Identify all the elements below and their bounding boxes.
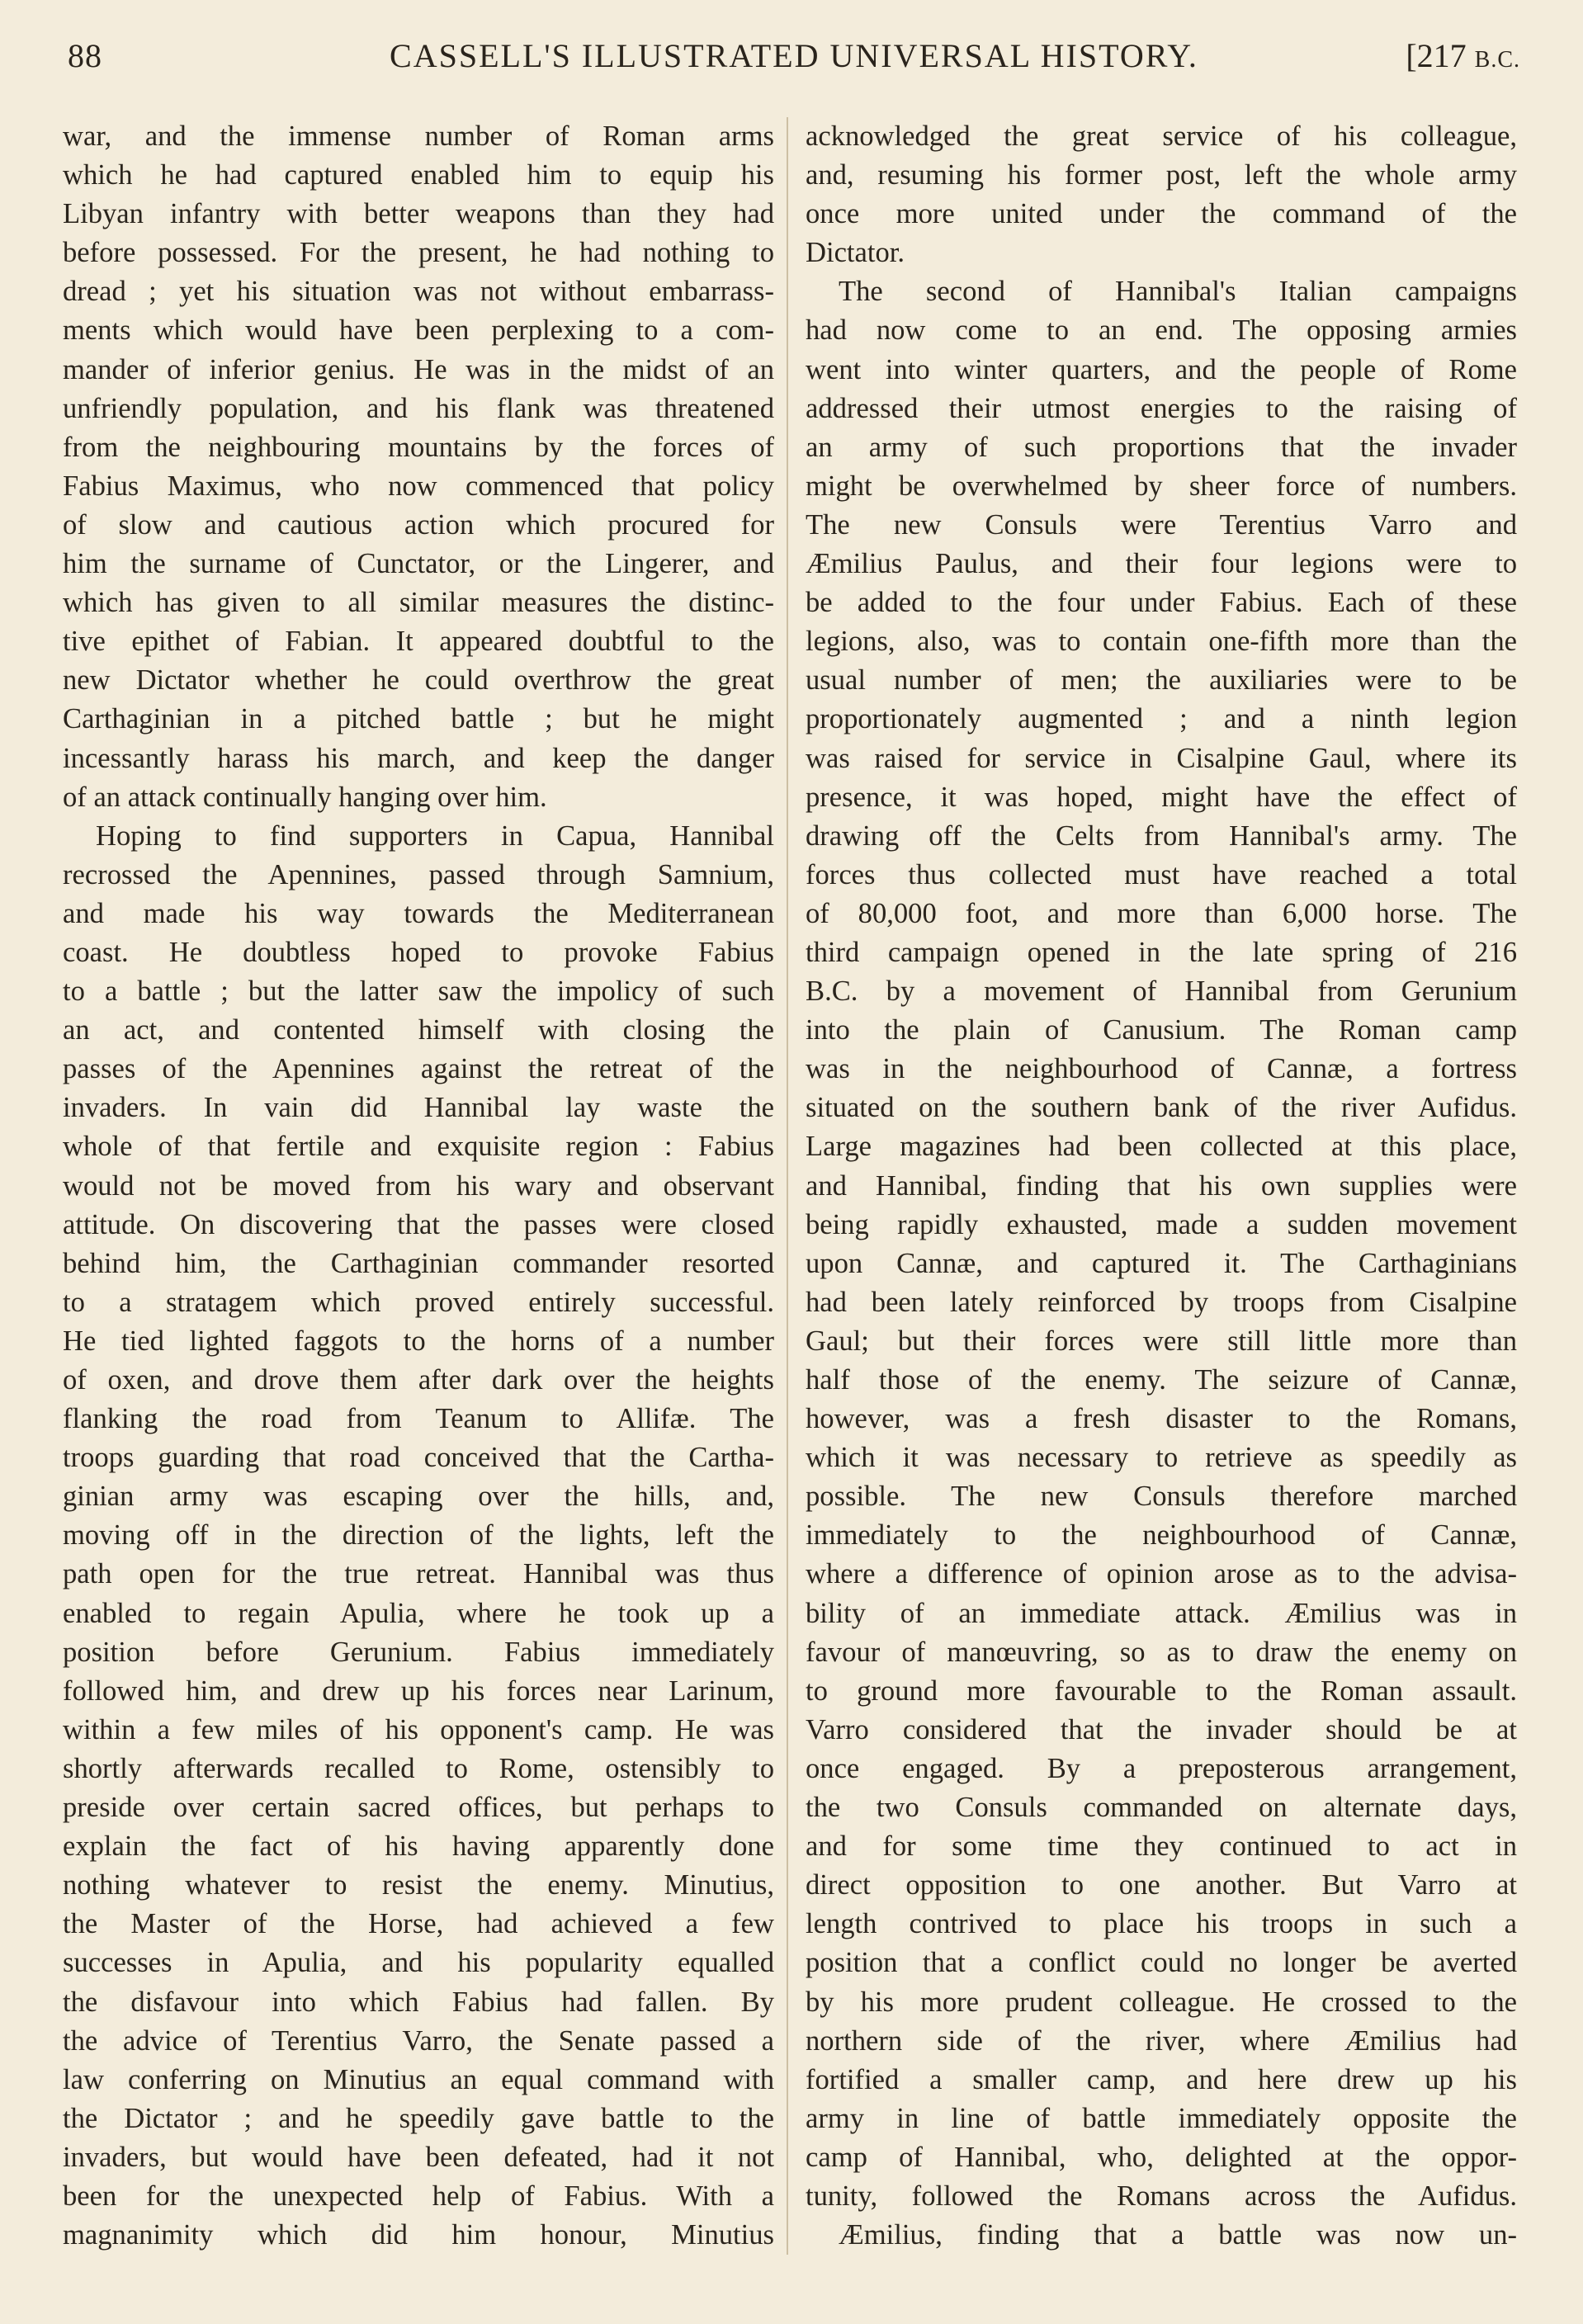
- text-line: bility of an immediate attack. Æmilius was in: [806, 1597, 1517, 1629]
- text-line: invaders. In vain did Hannibal lay waste the: [63, 1092, 774, 1124]
- text-line: attitude. On discovering that the passes were closed: [63, 1208, 774, 1240]
- text-line: camp of Hannibal, who, delighted at the oppor-: [806, 2141, 1517, 2173]
- text-line: enabled to regain Apulia, where he took up a: [63, 1597, 774, 1629]
- text-line: nothing whatever to resist the enemy. Minutius,: [63, 1869, 774, 1901]
- text-line: from the neighbouring mountains by the forces of: [63, 431, 774, 463]
- text-line: where a difference of opinion arose as to the advisa-: [806, 1558, 1517, 1590]
- column-divider: [787, 117, 788, 2255]
- text-line: proportionately augmented ; and a ninth legion: [806, 703, 1517, 735]
- text-line: and Hannibal, finding that his own supplies were: [806, 1169, 1517, 1202]
- text-line: favour of manœuvring, so as to draw the enemy on: [806, 1636, 1517, 1668]
- text-line: was raised for service in Cisalpine Gaul, where its: [806, 742, 1517, 774]
- text-line: tunity, followed the Romans across the Aufidus.: [806, 2180, 1517, 2212]
- header-date: [1406, 36, 1520, 75]
- text-line: forces thus collected must have reached a total: [806, 858, 1517, 890]
- text-line: which has given to all similar measures the distinc-: [63, 587, 774, 619]
- text-line: once engaged. By a preposterous arrangement,: [806, 1752, 1517, 1784]
- text-line: war, and the immense number of Roman arms: [63, 120, 774, 152]
- text-line: invaders, but would have been defeated, had it not: [63, 2141, 774, 2173]
- text-line: flanking the road from Teanum to Allifæ. The: [63, 1403, 774, 1435]
- text-line: fortified a smaller camp, and here drew up his: [806, 2063, 1517, 2095]
- text-line: Carthaginian in a pitched battle ; but he might: [63, 703, 774, 735]
- text-line: unfriendly population, and his flank was threatened: [63, 392, 774, 424]
- text-line: position that a conflict could no longer be averted: [806, 1947, 1517, 1979]
- text-line: been for the unexpected help of Fabius. With a: [63, 2180, 774, 2212]
- right-column: [806, 117, 1517, 2255]
- text-line: however, was a fresh disaster to the Romans,: [806, 1403, 1517, 1435]
- text-line: an army of such proportions that the invader: [806, 431, 1517, 463]
- text-line: Varro considered that the invader should be at: [806, 1713, 1517, 1745]
- text-line: the Master of the Horse, had achieved a few: [63, 1908, 774, 1940]
- text-line: mander of inferior genius. He was in the midst of an: [63, 353, 774, 385]
- text-line: and made his way towards the Mediterranean: [63, 897, 774, 929]
- text-line: position before Gerunium. Fabius immediately: [63, 1636, 774, 1668]
- text-line: tive epithet of Fabian. It appeared doubtful to the: [63, 626, 774, 658]
- text-line: legions, also, was to contain one-fifth more than the: [806, 626, 1517, 658]
- text-line: possible. The new Consuls therefore marched: [806, 1481, 1517, 1513]
- text-line: behind him, the Carthaginian commander resorted: [63, 1247, 774, 1279]
- text-line: Gaul; but their forces were still little more than: [806, 1325, 1517, 1357]
- text-line: and, resuming his former post, left the whole army: [806, 159, 1517, 191]
- header-year: [217: [1406, 37, 1467, 74]
- text-line: recrossed the Apennines, passed through Samnium,: [63, 858, 774, 890]
- page-number: 88: [68, 37, 102, 74]
- text-line: and for some time they continued to act in: [806, 1830, 1517, 1863]
- text-line: northern side of the river, where Æmilius had: [806, 2024, 1517, 2057]
- text-line: once more united under the command of the: [806, 198, 1517, 230]
- text-line: preside over certain sacred offices, but perhaps to: [63, 1792, 774, 1824]
- text-line: The second of Hannibal's Italian campaigns: [839, 276, 1517, 308]
- text-line: Large magazines had been collected at this place,: [806, 1131, 1517, 1163]
- text-line: of 80,000 foot, and more than 6,000 horse. The: [806, 897, 1517, 929]
- text-line: might be overwhelmed by sheer force of numbers.: [806, 470, 1517, 502]
- text-line: would not be moved from his wary and observant: [63, 1169, 774, 1202]
- text-line: explain the fact of his having apparently done: [63, 1830, 774, 1863]
- text-line: of slow and cautious action which procured for: [63, 508, 774, 541]
- text-line: to ground more favourable to the Roman assault.: [806, 1675, 1517, 1707]
- text-line: Æmilius, finding that a battle was now un-: [839, 2219, 1517, 2251]
- text-line: the two Consuls commanded on alternate days,: [806, 1792, 1517, 1824]
- text-line: being rapidly exhausted, made a sudden movement: [806, 1208, 1517, 1240]
- text-line: addressed their utmost energies to the raising of: [806, 392, 1517, 424]
- text-line: the Dictator ; and he speedily gave battle to the: [63, 2102, 774, 2134]
- text-line: be added to the four under Fabius. Each of these: [806, 587, 1517, 619]
- text-line: was in the neighbourhood of Cannæ, a fortress: [806, 1053, 1517, 1085]
- text-line: path open for the true retreat. Hannibal was thus: [63, 1558, 774, 1590]
- text-line: He tied lighted faggots to the horns of a number: [63, 1325, 774, 1357]
- text-line: into the plain of Canusium. The Roman camp: [806, 1014, 1517, 1046]
- text-line: within a few miles of his opponent's camp. He was: [63, 1713, 774, 1745]
- text-line: magnanimity which did him honour, Minutius: [63, 2219, 774, 2251]
- text-line: length contrived to place his troops in such a: [806, 1908, 1517, 1940]
- text-line: the advice of Terentius Varro, the Senate passed a: [63, 2024, 774, 2057]
- text-line: the disfavour into which Fabius had fallen. By: [63, 1986, 774, 2018]
- header-era: B.C.: [1474, 47, 1520, 73]
- text-line: which he had captured enabled him to equip his: [63, 159, 774, 191]
- text-line: passes of the Apennines against the retreat of the: [63, 1053, 774, 1085]
- text-line: upon Cannæ, and captured it. The Carthaginians: [806, 1247, 1517, 1279]
- text-line: of an attack continually hanging over him.: [63, 781, 547, 813]
- text-line: law conferring on Minutius an equal command with: [63, 2063, 774, 2095]
- text-line: Æmilius Paulus, and their four legions were to: [806, 548, 1517, 580]
- text-line: Dictator.: [806, 237, 905, 269]
- text-line: new Dictator whether he could overthrow the great: [63, 664, 774, 697]
- text-line: of oxen, and drove them after dark over the heights: [63, 1364, 774, 1396]
- text-line: Fabius Maximus, who now commenced that policy: [63, 470, 774, 502]
- text-line: dread ; yet his situation was not without embarrass-: [63, 276, 774, 308]
- text-line: him the surname of Cunctator, or the Lingerer, and: [63, 548, 774, 580]
- text-line: shortly afterwards recalled to Rome, ostensibly to: [63, 1752, 774, 1784]
- text-line: presence, it was hoped, might have the effect of: [806, 781, 1517, 813]
- text-line: direct opposition to one another. But Varro at: [806, 1869, 1517, 1901]
- text-line: which it was necessary to retrieve as speedily as: [806, 1442, 1517, 1474]
- text-line: army in line of battle immediately opposite the: [806, 2102, 1517, 2134]
- text-line: half those of the enemy. The seizure of Cannæ,: [806, 1364, 1517, 1396]
- text-line: Libyan infantry with better weapons than they had: [63, 198, 774, 230]
- text-line: situated on the southern bank of the river Aufidus.: [806, 1092, 1517, 1124]
- text-line: Hoping to find supporters in Capua, Hannibal: [96, 820, 774, 852]
- text-line: went into winter quarters, and the people of Rome: [806, 353, 1517, 385]
- left-column: [63, 117, 774, 2255]
- text-line: whole of that fertile and exquisite region : Fabius: [63, 1131, 774, 1163]
- text-line: drawing off the Celts from Hannibal's army. The: [806, 820, 1517, 852]
- text-line: by his more prudent colleague. He crossed to the: [806, 1986, 1517, 2018]
- text-line: ments which would have been perplexing to a com-: [63, 314, 774, 347]
- text-line: before possessed. For the present, he had nothing to: [63, 237, 774, 269]
- text-line: to a battle ; but the latter saw the impolicy of such: [63, 975, 774, 1008]
- text-line: coast. He doubtless hoped to provoke Fabius: [63, 936, 774, 968]
- text-line: an act, and contented himself with closing the: [63, 1014, 774, 1046]
- text-line: The new Consuls were Terentius Varro and: [806, 508, 1517, 541]
- text-line: usual number of men; the auxiliaries were to be: [806, 664, 1517, 697]
- text-line: ginian army was escaping over the hills, and,: [63, 1481, 774, 1513]
- text-line: incessantly harass his march, and keep the danger: [63, 742, 774, 774]
- text-line: third campaign opened in the late spring of 216: [806, 936, 1517, 968]
- text-line: followed him, and drew up his forces near Larinum,: [63, 1675, 774, 1707]
- text-line: moving off in the direction of the lights, left the: [63, 1519, 774, 1552]
- text-line: troops guarding that road conceived that the Cartha-: [63, 1442, 774, 1474]
- running-header: [68, 36, 1520, 86]
- text-line: had been lately reinforced by troops from Cisalpine: [806, 1286, 1517, 1318]
- text-line: successes in Apulia, and his popularity equalled: [63, 1947, 774, 1979]
- text-line: acknowledged the great service of his colleague,: [806, 120, 1517, 152]
- text-line: immediately to the neighbourhood of Cannæ,: [806, 1519, 1517, 1552]
- text-line: to a stratagem which proved entirely successful.: [63, 1286, 774, 1318]
- text-line: had now come to an end. The opposing armies: [806, 314, 1517, 347]
- running-title: CASSELL'S ILLUSTRATED UNIVERSAL HISTORY.: [390, 37, 1198, 74]
- text-line: B.C. by a movement of Hannibal from Gerunium: [806, 975, 1517, 1008]
